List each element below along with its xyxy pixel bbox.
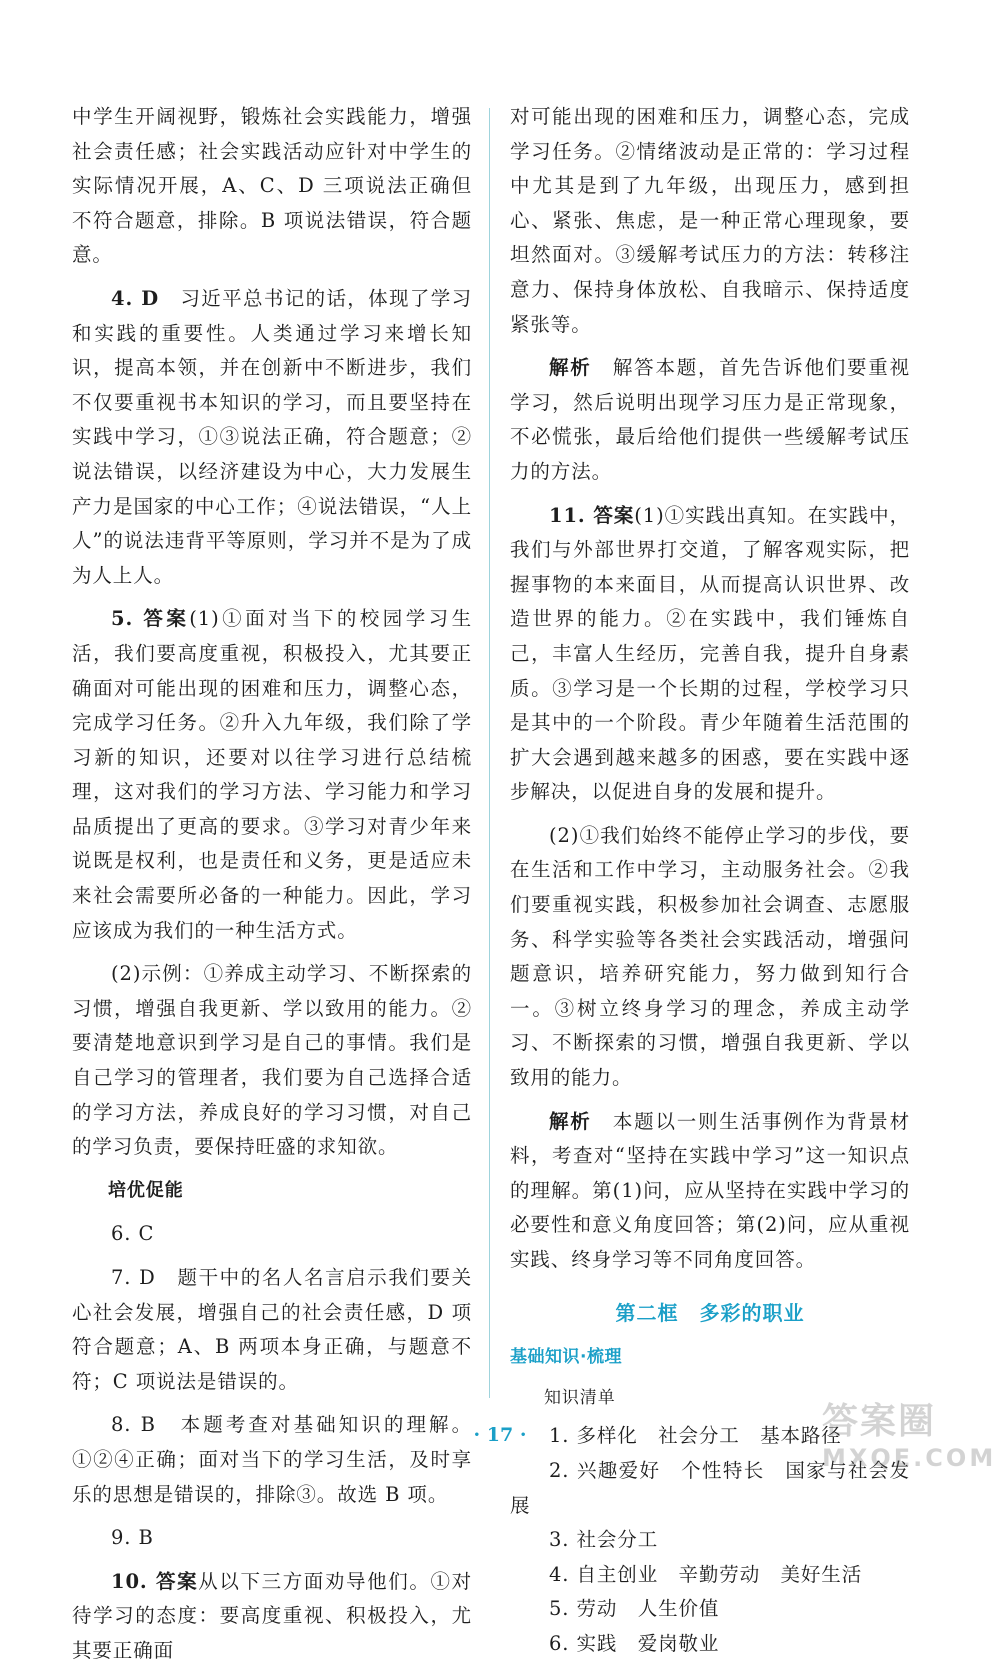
analysis-label: 解析 <box>549 356 592 380</box>
analysis-11 <box>510 1105 910 1278</box>
answer-5-part2: (2)示例：①养成主动学习、不断探索的习惯，增强自我更新、学以致用的能力。②要清楚地意识到学习是自己的事情。我们是自己学习的管理者，我们要为自己选择合适的学习方法，养成良好的学习习惯，对自己的学习负责，要保持旺盛的求知欲。 <box>72 962 472 1159</box>
section-heading: 培优促能 <box>108 1179 184 1201</box>
answer-11 <box>510 499 910 810</box>
answer-7 <box>72 1261 472 1399</box>
watermark-bottom: MXQE.COM <box>822 1444 997 1472</box>
analysis-label: 解析 <box>549 1109 592 1133</box>
section-title: 第二框 多彩的职业 <box>615 1300 805 1325</box>
answer-label: 10. 答案 <box>111 1569 199 1593</box>
answer-label: 4. D <box>111 286 160 310</box>
list-item: 4. 自主创业 辛勤劳动 美好生活 <box>549 1562 863 1586</box>
answer-text: (1)①面对当下的校园学习生活，我们要高度重视，积极投入，尤其要正确面对可能出现的困难和压力，调整心态，完成学习任务。②升入九年级，我们除了学习新的知识，还要对以往学习进行总结梳理，这对我们的学习方法、学习能力和学习品质提出了更高的要求。③学习对青少年来说既是权利，也是责任和义务，更是适应未来社会需要所必备的一种能力。因此，学习应该成为我们的一种生活方式。 <box>72 607 472 942</box>
watermark-top: 答案圈 <box>822 1401 937 1442</box>
answer-label: 11. 答案 <box>549 503 635 527</box>
paragraph: 中学生开阔视野，锻炼社会实践能力，增强社会责任感；社会实践活动应针对中学生的实际情况开展，A、C、D 三项说法正确但不符合题意，排除。B 项说法错误，符合题意。 <box>72 105 472 267</box>
column-divider <box>489 108 490 1398</box>
answer-10 <box>72 1565 472 1669</box>
answer-text: 题干中的名人名言启示我们要关心社会发展，增强自己的社会责任感，D 项符合题意；A、B 两项本身正确，与题意不符；C 项说法是错误的。 <box>72 1266 472 1393</box>
section-subtitle: 基础知识·梳理 <box>510 1347 622 1368</box>
answer-6: 6. C <box>111 1222 155 1246</box>
list-heading: 知识清单 <box>544 1387 616 1408</box>
list-item: 3. 社会分工 <box>549 1528 659 1552</box>
analysis-text: 解答本题，首先告诉他们要重视学习，然后说明出现学习压力是正常现象，不必慌张，最后给他们提供一些缓解考试压力的方法。 <box>510 356 910 483</box>
paragraph: 对可能出现的困难和压力，调整心态，完成学习任务。②情绪波动是正常的：学习过程中尤其是到了九年级，出现压力，感到担心、紧张、焦虑，是一种正常心理现象，要坦然面对。③缓解考试压力的方法：转移注意力、保持身体放松、自我暗示、保持适度紧张等。 <box>510 105 910 336</box>
answer-11-part2: (2)①我们始终不能停止学习的步伐，要在生活和工作中学习，主动服务社会。②我们要重视实践，积极参加社会调查、志愿服务、科学实验等各类社会实践活动，增强问题意识，培养研究能力，努力做到知行合一。③树立终身学习的理念，养成主动学习、不断探索的习惯，增强自我更新、学以致用的能力。 <box>510 823 910 1090</box>
answer-5 <box>72 602 472 948</box>
answer-text: (1)①实践出真知。在实践中，我们与外部世界打交道，了解客观实际，把握事物的本来面目，从而提高认识世界、改造世界的能力。②在实践中，我们锤炼自己，丰富人生经历，完善自我，提升自身素质。③学习是一个长期的过程，学校学习只是其中的一个阶段。青少年随着生活范围的扩大会遇到越来越多的困惑，要在实践中逐步解决，以促进自身的发展和提升。 <box>510 503 910 804</box>
analysis-text: 本题以一则生活事例作为背景材料，考查对“坚持在实践中学习”这一知识点的理解。第(1)问，应从坚持在实践中学习的必要性和意义角度回答；第(2)问，应从重视实践、终身学习等不同角度回答。 <box>510 1109 910 1271</box>
page-number: · 17 · <box>473 1424 527 1446</box>
list-item: 6. 实践 爱岗敬业 <box>549 1631 720 1655</box>
analysis-10 <box>510 351 910 489</box>
answer-label: 8. B <box>111 1413 156 1437</box>
answer-label: 7. D <box>111 1266 156 1289</box>
answer-9: 9. B <box>111 1526 154 1550</box>
answer-text: 从以下三方面劝导他们。①对待学习的态度：要高度重视、积极投入，尤其要正确面 <box>72 1569 472 1662</box>
answer-text: 习近平总书记的话，体现了学习和实践的重要性。人类通过学习来增长知识，提高本领，并在创新中不断进步，我们不仅要重视书本知识的学习，而且要坚持在实践中学习，①③说法正确，符合题意；②说法错误，以经济建设为中心，大力发展生产力是国家的中心工作；④说法错误，“人上人”的说法违背平等原则，学习并不是为了成为人上人。 <box>72 286 472 587</box>
watermark-logo <box>822 1393 997 1473</box>
list-item: 1. 多样化 社会分工 基本路径 <box>549 1424 842 1448</box>
answer-label: 5. 答案 <box>111 607 190 631</box>
list-item: 2. 兴趣爱好 个性特长 国家与社会发展 <box>510 1458 910 1517</box>
answer-4 <box>72 282 472 593</box>
answer-text: 本题考查对基础知识的理解。①②④正确；面对当下的学习生活，及时享乐的思想是错误的，排除③。故选 B 项。 <box>72 1413 473 1506</box>
list-item: 5. 劳动 人生价值 <box>549 1597 720 1621</box>
